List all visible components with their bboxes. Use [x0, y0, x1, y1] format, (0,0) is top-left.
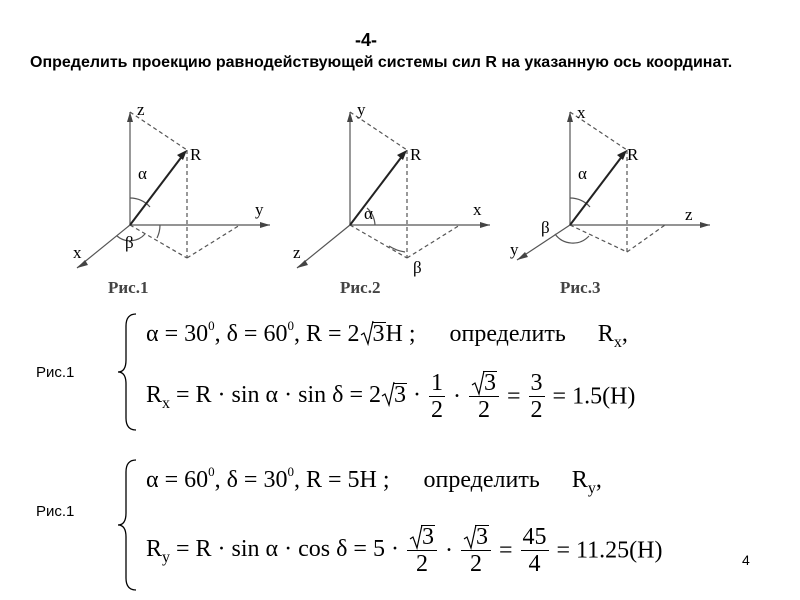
p2-alpha: α = 60 — [146, 467, 209, 493]
figure-1-caption: Рис.1 — [108, 278, 149, 297]
problem-2-line-2 — [146, 524, 662, 577]
p2-lhs: R — [146, 536, 163, 562]
p2-frac-2-den: 2 — [469, 551, 482, 577]
figure-1-axis-y: y — [255, 200, 264, 219]
figure-1-angle-beta: β — [125, 233, 134, 252]
figure-1-angle-alpha: α — [138, 164, 147, 183]
figure-1-vector-r: R — [190, 145, 202, 164]
problem-2-line-1 — [146, 466, 602, 497]
figure-2-axis-y: y — [357, 100, 366, 119]
p2-frac-3-den: 4 — [528, 551, 541, 577]
figure-2-angle-alpha: α — [364, 204, 373, 223]
p1-dot: · — [412, 382, 421, 408]
figure-3-angle-beta: β — [541, 218, 550, 237]
figure-3 — [505, 100, 725, 300]
p2-dot: · — [444, 537, 453, 564]
p2-target-sub: y — [587, 480, 596, 497]
p2-frac-1-num: 3 — [421, 524, 434, 550]
p1-expr-sqrt-value: 3 — [393, 382, 406, 408]
p2-frac-2-sqrt — [463, 524, 489, 550]
p1-frac-3 — [529, 370, 545, 423]
p1-sqrt — [360, 320, 386, 348]
p2-frac-1 — [407, 524, 437, 577]
figure-3-axis-x: x — [577, 103, 586, 122]
problem-1-brace — [116, 312, 138, 432]
p1-frac-1-num: 1 — [430, 370, 443, 396]
p1-deg2: 0 — [287, 318, 294, 333]
figure-3-diagram — [505, 100, 725, 300]
figure-1-diagram — [65, 100, 285, 300]
figure-3-caption: Рис.3 — [560, 278, 601, 297]
figure-3-axis-y: y — [510, 240, 519, 259]
p1-alpha: α = 30 — [146, 321, 209, 347]
page-title: Определить проекцию равнодействующей системы сил R на указанную ось координат. — [30, 54, 733, 71]
p1-frac-2-den: 2 — [477, 397, 490, 423]
figure-3-axis-z: z — [685, 205, 693, 224]
p1-frac-1-den: 2 — [430, 397, 443, 423]
p2-result: = 11.25(H) — [556, 537, 663, 564]
problem-1-line-2 — [146, 370, 635, 423]
p2-target: R — [571, 467, 588, 493]
p2-deg: 0 — [208, 464, 215, 479]
figure-2-axis-z: z — [293, 243, 301, 262]
figure-3-angle-alpha: α — [578, 164, 587, 183]
p1-frac-2-num: 3 — [483, 370, 496, 396]
p2-frac-2 — [461, 524, 491, 577]
p2-frac-3-num: 45 — [522, 524, 547, 550]
p2-expr: = R · sin α · cos δ = 5 · — [170, 536, 399, 562]
figure-1 — [65, 100, 285, 300]
p1-frac-2 — [469, 370, 499, 423]
p2-eq: = — [498, 537, 513, 564]
p1-sqrt-value: 3 — [372, 321, 385, 347]
page-number: -4- — [355, 30, 377, 50]
p1-eq: = — [506, 383, 521, 410]
p2-task: определить — [423, 467, 540, 493]
p2-frac-1-sqrt — [409, 524, 435, 550]
corner-mark: 4 — [742, 552, 750, 568]
p2-r: , R = 5H ; — [293, 467, 390, 493]
p1-target: R — [597, 321, 614, 347]
p1-deg: 0 — [208, 318, 215, 333]
p1-tail: , — [621, 321, 628, 347]
p2-frac-3 — [521, 524, 549, 577]
p2-frac-2-num: 3 — [475, 524, 488, 550]
p1-expr: = R · sin α · sin δ = 2 — [170, 382, 381, 408]
p1-unit: H ; — [385, 321, 416, 347]
problem-2-brace — [116, 458, 138, 592]
p1-frac-2-sqrt — [471, 370, 497, 396]
p1-frac-3-num: 3 — [530, 370, 543, 396]
p2-frac-1-den: 2 — [415, 551, 428, 577]
problem-1-label: Рис.1 — [36, 364, 75, 381]
p2-deg2: 0 — [287, 464, 294, 479]
figure-1-axis-x: x — [73, 243, 82, 262]
p2-tail: , — [595, 467, 602, 493]
p2-lhs-sub: y — [162, 549, 171, 566]
p1-dot-2: · — [452, 383, 461, 410]
p1-delta: , δ = 60 — [214, 321, 288, 347]
figure-3-vector-r: R — [627, 145, 639, 164]
p1-lhs-sub: x — [162, 395, 171, 412]
p1-lhs: R — [146, 382, 163, 408]
p1-target-sub: x — [613, 334, 622, 351]
problem-2-label: Рис.1 — [36, 503, 75, 520]
figure-2-axis-x: x — [473, 200, 482, 219]
figure-2 — [285, 100, 505, 300]
problem-1-line-1 — [146, 320, 628, 351]
figure-2-caption: Рис.2 — [340, 278, 381, 297]
p1-expr-sqrt — [381, 381, 407, 409]
p2-delta: , δ = 30 — [214, 467, 288, 493]
p1-frac-3-den: 2 — [530, 397, 543, 423]
p1-r: , R = 2 — [293, 321, 360, 347]
figure-2-angle-beta: β — [413, 258, 422, 277]
figure-2-vector-r: R — [410, 145, 422, 164]
p1-task: определить — [449, 321, 566, 347]
figure-2-diagram — [285, 100, 505, 300]
figure-1-axis-z: z — [137, 100, 145, 119]
p1-frac-1 — [429, 370, 445, 423]
p1-result: = 1.5(H) — [552, 383, 636, 410]
